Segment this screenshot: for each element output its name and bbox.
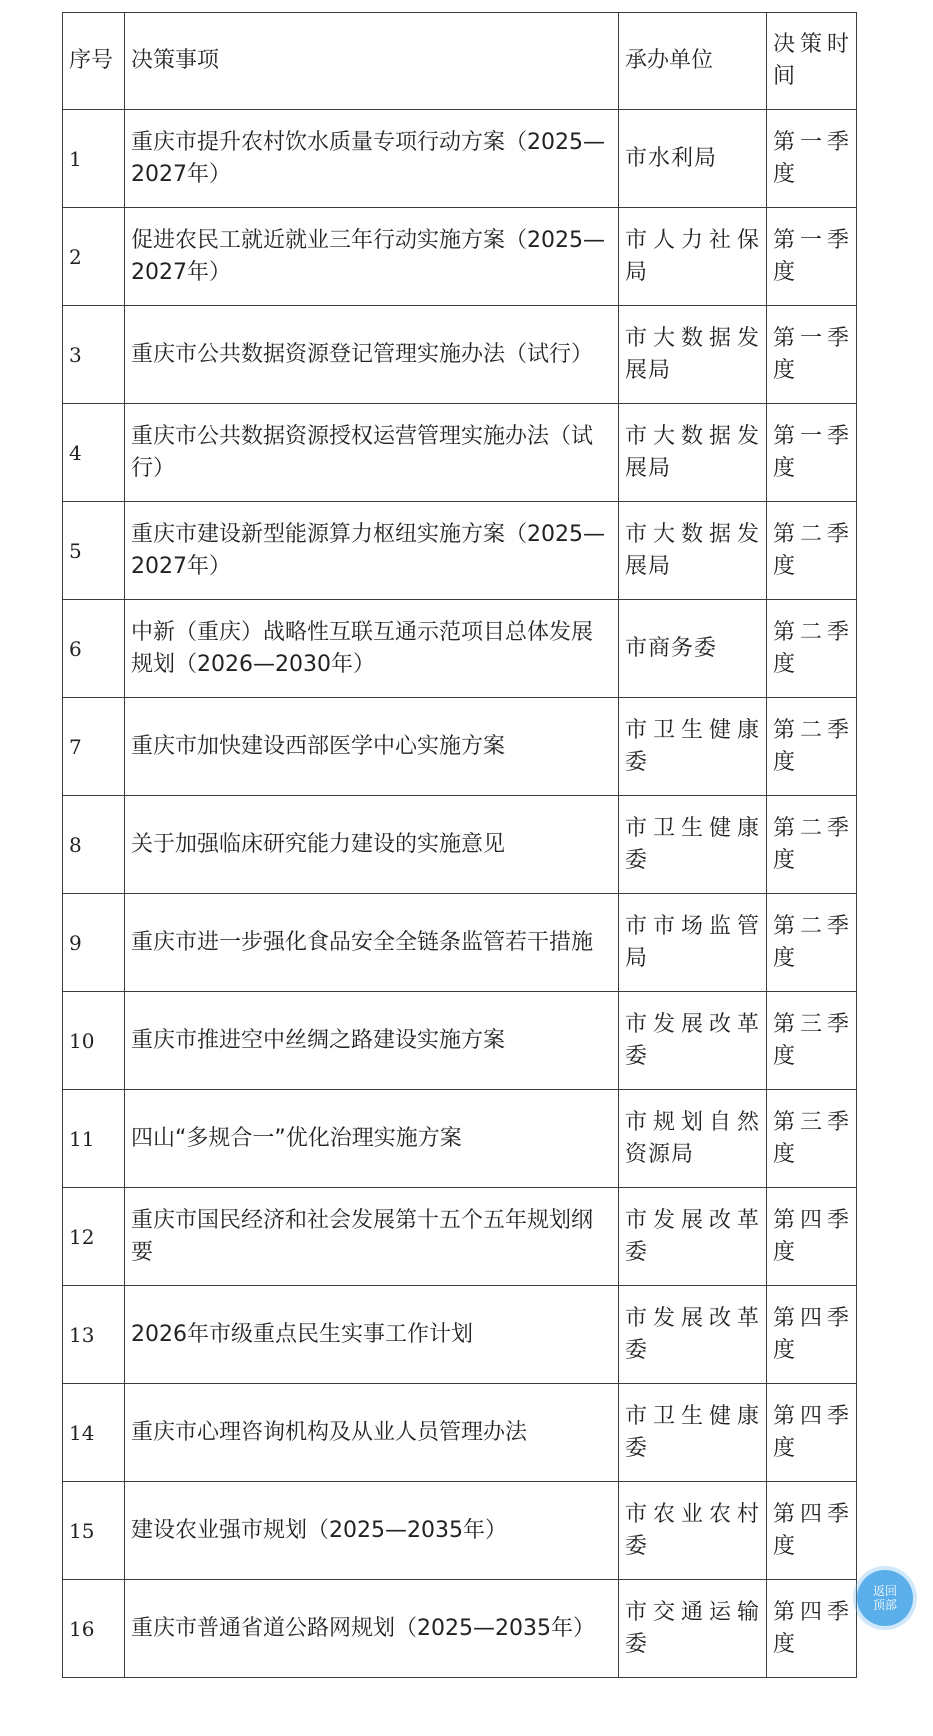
cell-time: 第二季度: [767, 600, 857, 698]
table-row: [63, 600, 857, 698]
cell-index: 14: [63, 1384, 125, 1482]
cell-item: 促进农民工就近就业三年行动实施方案（2025—2027年）: [125, 208, 619, 306]
table-row: [63, 1580, 857, 1678]
table-row: [63, 894, 857, 992]
cell-unit: 市发展改革委: [619, 1188, 767, 1286]
cell-time: 第四季度: [767, 1286, 857, 1384]
table-row: [63, 110, 857, 208]
header-index: 序号: [63, 13, 125, 110]
back-to-top-label: 返回顶部: [872, 1584, 897, 1612]
table-header-row: [63, 13, 857, 110]
table-row: [63, 502, 857, 600]
cell-unit: 市规划自然资源局: [619, 1090, 767, 1188]
cell-unit: 市发展改革委: [619, 992, 767, 1090]
cell-item: 重庆市心理咨询机构及从业人员管理办法: [125, 1384, 619, 1482]
cell-time: 第四季度: [767, 1482, 857, 1580]
cell-index: 5: [63, 502, 125, 600]
cell-item: 重庆市普通省道公路网规划（2025—2035年）: [125, 1580, 619, 1678]
table-row: [63, 1482, 857, 1580]
cell-item: 重庆市推进空中丝绸之路建设实施方案: [125, 992, 619, 1090]
cell-time: 第四季度: [767, 1384, 857, 1482]
table-row: [63, 404, 857, 502]
cell-item: 重庆市建设新型能源算力枢纽实施方案（2025—2027年）: [125, 502, 619, 600]
cell-unit: 市大数据发展局: [619, 404, 767, 502]
cell-time: 第一季度: [767, 208, 857, 306]
cell-unit: 市交通运输委: [619, 1580, 767, 1678]
cell-item: 关于加强临床研究能力建设的实施意见: [125, 796, 619, 894]
cell-time: 第三季度: [767, 1090, 857, 1188]
cell-index: 11: [63, 1090, 125, 1188]
cell-unit: 市大数据发展局: [619, 306, 767, 404]
cell-unit: 市人力社保局: [619, 208, 767, 306]
cell-time: 第四季度: [767, 1188, 857, 1286]
cell-time: 第一季度: [767, 404, 857, 502]
table-row: [63, 306, 857, 404]
cell-unit: 市卫生健康委: [619, 1384, 767, 1482]
cell-index: 1: [63, 110, 125, 208]
cell-index: 6: [63, 600, 125, 698]
header-item: 决策事项: [125, 13, 619, 110]
cell-unit: 市水利局: [619, 110, 767, 208]
cell-index: 16: [63, 1580, 125, 1678]
cell-index: 4: [63, 404, 125, 502]
header-time: 决策时间: [767, 13, 857, 110]
table-row: [63, 1384, 857, 1482]
cell-index: 7: [63, 698, 125, 796]
cell-unit: 市发展改革委: [619, 1286, 767, 1384]
header-unit: 承办单位: [619, 13, 767, 110]
cell-unit: 市市场监管局: [619, 894, 767, 992]
cell-time: 第二季度: [767, 796, 857, 894]
cell-index: 8: [63, 796, 125, 894]
cell-unit: 市农业农村委: [619, 1482, 767, 1580]
cell-item: 重庆市国民经济和社会发展第十五个五年规划纲要: [125, 1188, 619, 1286]
cell-unit: 市大数据发展局: [619, 502, 767, 600]
table-row: [63, 1090, 857, 1188]
cell-time: 第二季度: [767, 894, 857, 992]
cell-time: 第二季度: [767, 698, 857, 796]
cell-item: 建设农业强市规划（2025—2035年）: [125, 1482, 619, 1580]
cell-unit: 市卫生健康委: [619, 796, 767, 894]
cell-item: 重庆市公共数据资源授权运营管理实施办法（试行）: [125, 404, 619, 502]
cell-item: 重庆市进一步强化食品安全全链条监管若干措施: [125, 894, 619, 992]
cell-time: 第四季度: [767, 1580, 857, 1678]
cell-index: 9: [63, 894, 125, 992]
table-row: [63, 796, 857, 894]
cell-item: 中新（重庆）战略性互联互通示范项目总体发展规划（2026—2030年）: [125, 600, 619, 698]
table-row: [63, 1286, 857, 1384]
cell-index: 12: [63, 1188, 125, 1286]
cell-unit: 市卫生健康委: [619, 698, 767, 796]
back-to-top-button[interactable]: [857, 1570, 913, 1626]
cell-item: 重庆市公共数据资源登记管理实施办法（试行）: [125, 306, 619, 404]
table-row: [63, 698, 857, 796]
cell-item: 重庆市提升农村饮水质量专项行动方案（2025—2027年）: [125, 110, 619, 208]
cell-item: 重庆市加快建设西部医学中心实施方案: [125, 698, 619, 796]
cell-index: 15: [63, 1482, 125, 1580]
table-row: [63, 1188, 857, 1286]
cell-time: 第三季度: [767, 992, 857, 1090]
cell-index: 10: [63, 992, 125, 1090]
decision-table: [62, 12, 857, 1678]
cell-time: 第一季度: [767, 110, 857, 208]
cell-time: 第一季度: [767, 306, 857, 404]
cell-item: 2026年市级重点民生实事工作计划: [125, 1286, 619, 1384]
cell-index: 13: [63, 1286, 125, 1384]
cell-index: 3: [63, 306, 125, 404]
cell-item: 四山“多规合一”优化治理实施方案: [125, 1090, 619, 1188]
table-body: [63, 110, 857, 1678]
cell-unit: 市商务委: [619, 600, 767, 698]
table-row: [63, 992, 857, 1090]
cell-time: 第二季度: [767, 502, 857, 600]
cell-index: 2: [63, 208, 125, 306]
table-row: [63, 208, 857, 306]
